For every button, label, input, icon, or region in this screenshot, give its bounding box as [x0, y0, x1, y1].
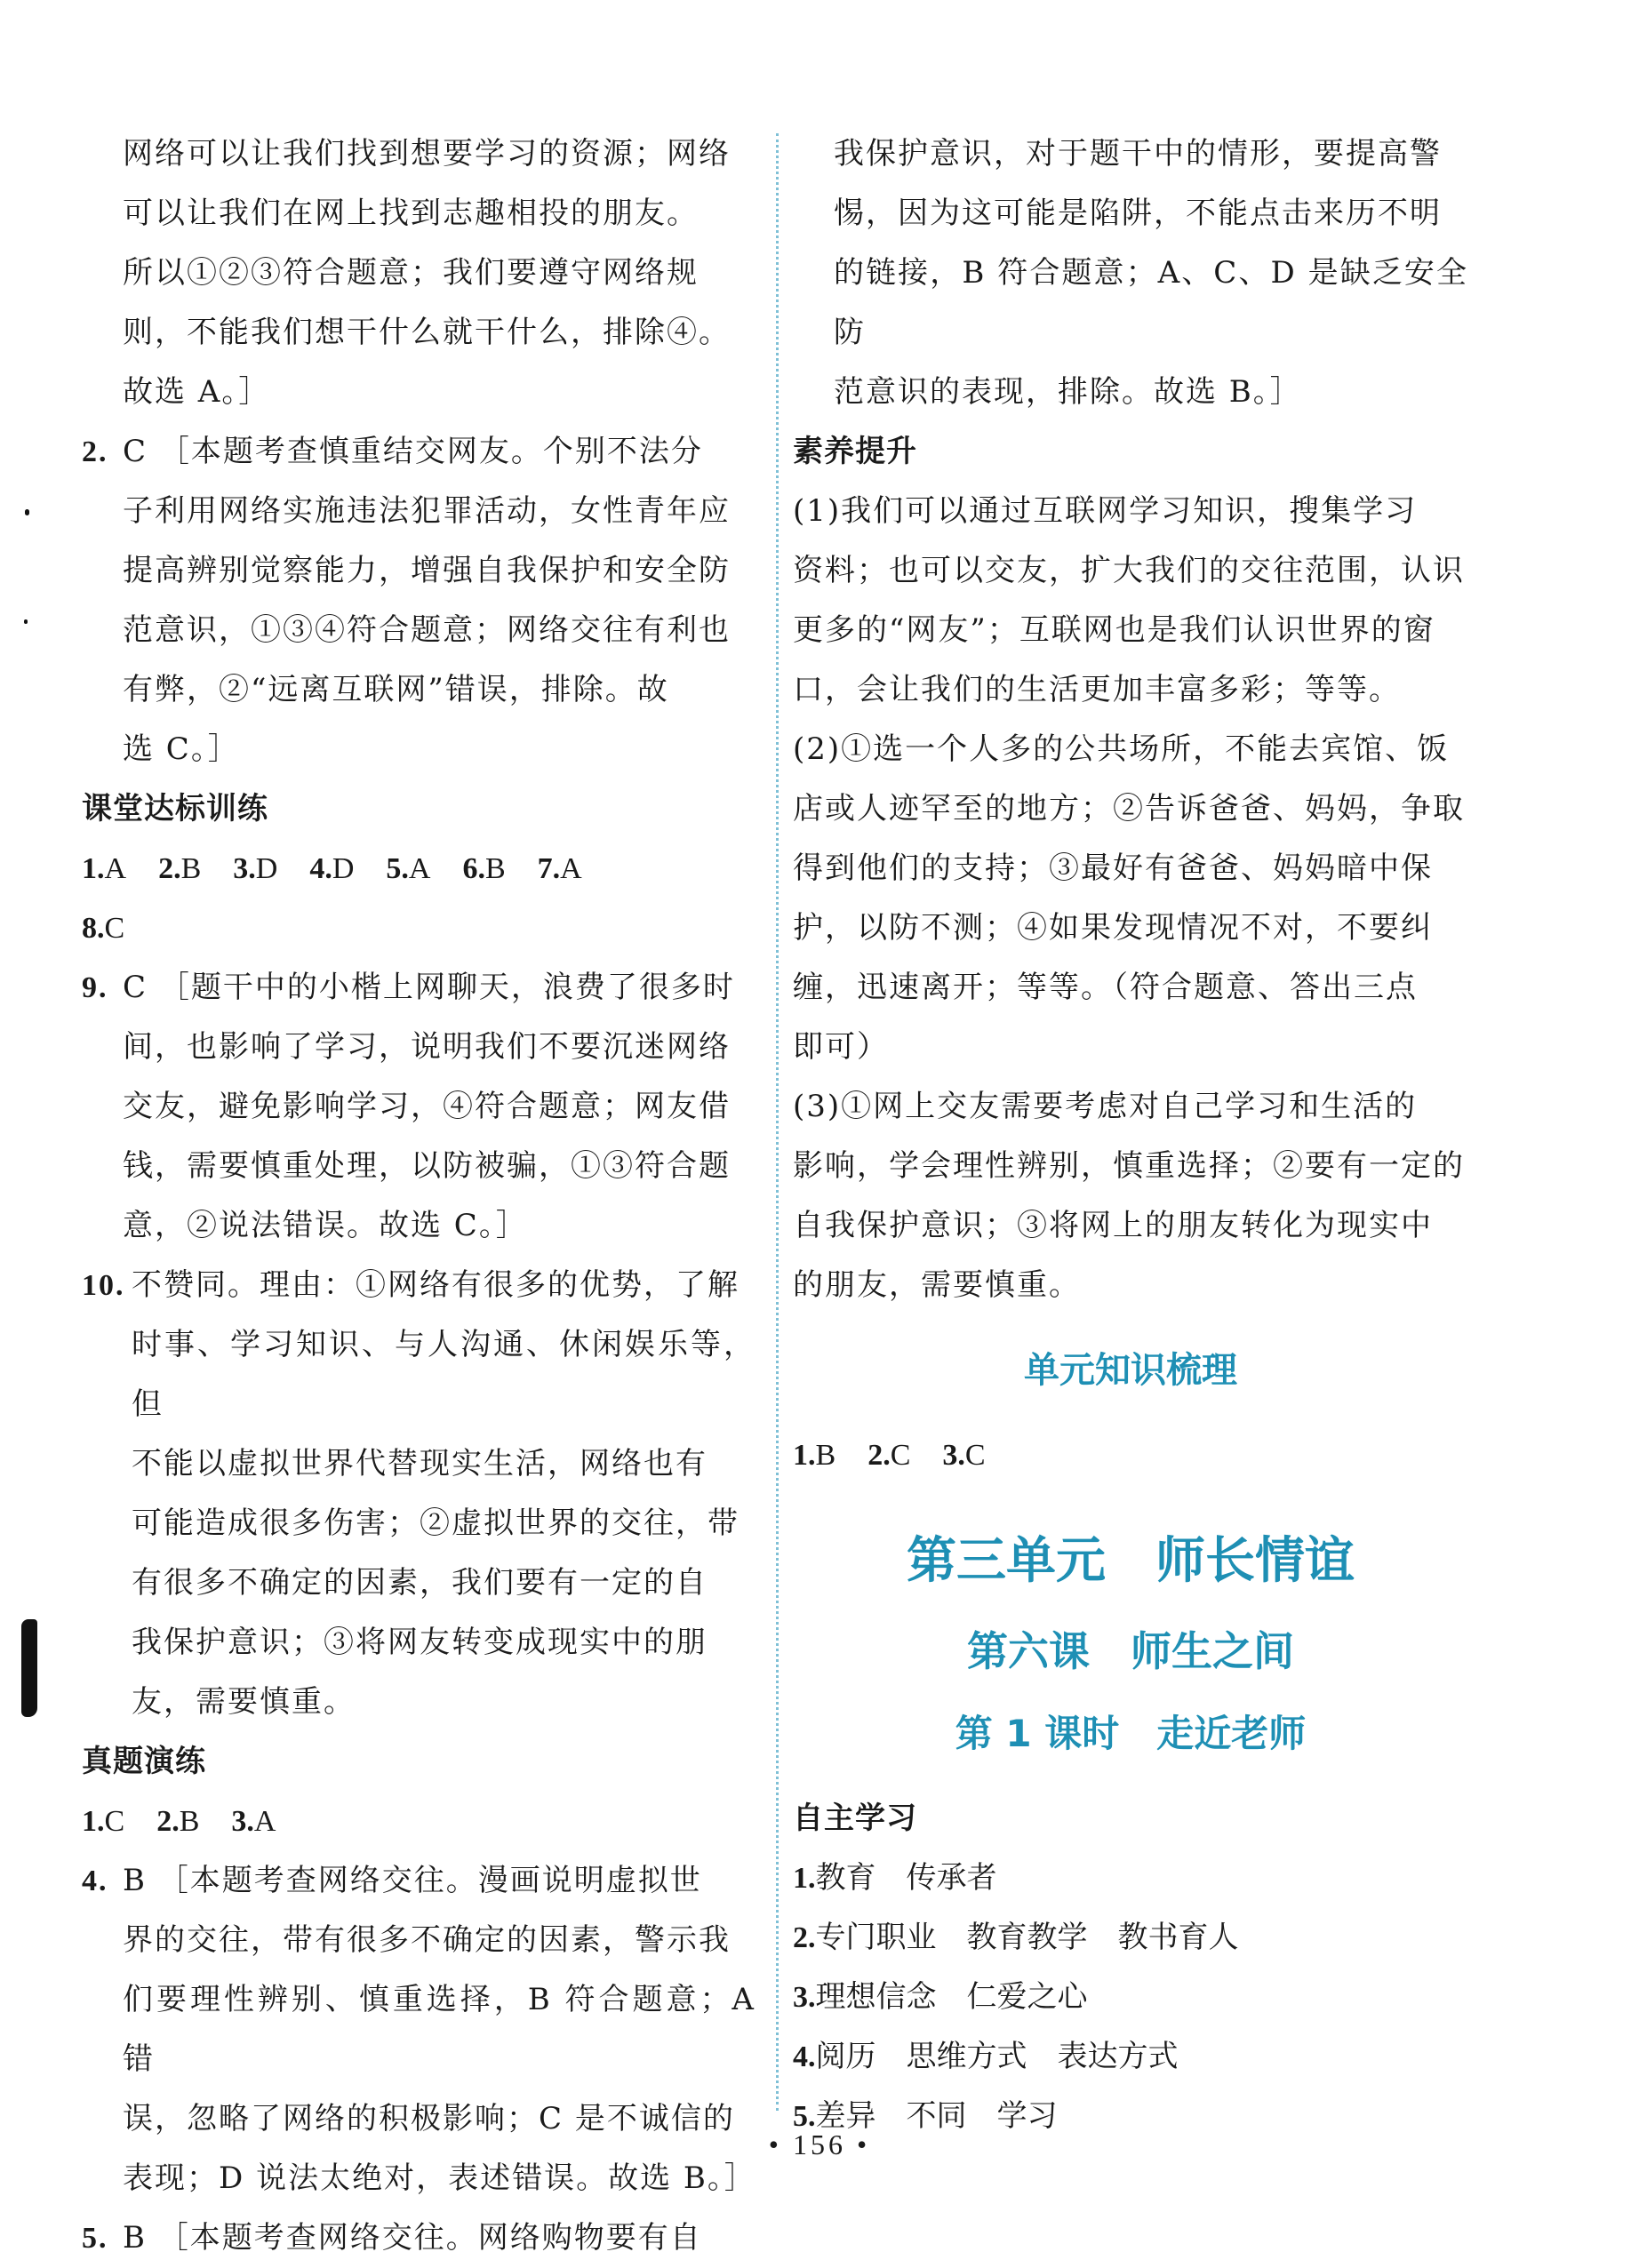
answer-value: C: [104, 912, 125, 945]
text-line: C ［题干中的小楷上网聊天，浪费了很多时: [123, 970, 735, 1005]
text-line: 交友，避免影响学习，④符合题意；网友借: [123, 1089, 731, 1124]
unit-review-title: 单元知识梳理: [1024, 1350, 1237, 1391]
text-line: 时事、学习知识、与人沟通、休闲娱乐等，但: [132, 1327, 756, 1422]
answer-item-5: [82, 2208, 756, 2268]
unit-title: 第三单元 师长情谊: [907, 1532, 1355, 1590]
text-line: 得到他们的支持；③最好有爸爸、妈妈暗中保: [793, 850, 1433, 886]
text-line: 范意识的表现，排除。故选 B。］: [834, 374, 1302, 410]
section-heading: 自主学习: [793, 1801, 917, 1836]
item-number: 4.: [793, 2040, 816, 2073]
text-line: B ［本题考查网络交往。漫画说明虚拟世: [123, 1863, 702, 1898]
text-line: 资料；也可以交友，扩大我们的交往范围，认识: [793, 553, 1465, 588]
answer-value: A: [560, 852, 582, 885]
item-number: 7.: [537, 852, 561, 885]
text-line: C ［本题考查慎重结交网友。个别不法分: [123, 434, 703, 469]
item-number: 3.: [231, 1805, 254, 1838]
answer-item-2: [82, 422, 756, 779]
text-line: 选 C。］: [123, 731, 240, 767]
text-line: 的朋友，需要慎重。: [793, 1267, 1081, 1303]
answer-value: C: [104, 1805, 125, 1838]
text-line: 的链接，B 符合题意；A、C、D 是缺乏安全防: [834, 255, 1468, 350]
item-number: 2.: [82, 435, 108, 468]
answer-text: 理想信念 仁爱之心: [815, 1979, 1088, 2015]
column-divider: [776, 133, 779, 2111]
answer-value: A: [104, 852, 127, 885]
text-line: 惕，因为这可能是陷阱，不能点击来历不明: [834, 196, 1442, 231]
text-line: (2)①选一个人多的公共场所，不能去宾馆、饭: [793, 731, 1450, 767]
continued-answer: [793, 124, 1468, 422]
item-number: 2.: [793, 1921, 816, 1954]
answer-value: B: [180, 852, 202, 885]
text-line: 们要理性辨别、慎重选择，B 符合题意；A 错: [123, 1982, 756, 2077]
answer-row: [82, 839, 756, 898]
text-line: 我保护意识，对于题干中的情形，要提高警: [834, 136, 1442, 172]
text-line: 有很多不确定的因素，我们要有一定的自: [132, 1565, 708, 1601]
suyang-answer-3: [793, 1077, 1468, 1315]
text-line: 口，会让我们的生活更加丰富多彩；等等。: [793, 672, 1401, 707]
suyang-answer-2: [793, 720, 1468, 1077]
text-line: 即可）: [793, 1029, 889, 1065]
item-number: 2.: [158, 852, 181, 885]
section-heading: 课堂达标训练: [82, 791, 268, 827]
text-line: 所以①②③符合题意；我们要遵守网络规: [123, 255, 699, 291]
text-line: 误，忽略了网络的积极影响；C 是不诚信的: [123, 2101, 735, 2136]
answer-row: [82, 898, 756, 958]
item-number: 5.: [82, 2222, 108, 2255]
text-line: 自我保护意识；③将网上的朋友转化为现实中: [793, 1208, 1433, 1243]
page-number: • 156 •: [768, 2128, 871, 2160]
answer-item-10: [82, 1256, 756, 1732]
text-line: 范意识，①③④符合题意；网络交往有利也: [123, 612, 731, 648]
text-line: (1)我们可以通过互联网学习知识，搜集学习: [793, 493, 1418, 529]
answer-value: B: [815, 1439, 836, 1472]
text-line: 钱，需要慎重处理，以防被骗，①③符合题: [123, 1148, 731, 1184]
right-column: [793, 124, 1468, 2146]
text-line: 意，②说法错误。故选 C。］: [123, 1208, 528, 1243]
item-number: 2.: [867, 1439, 891, 1472]
item-number: 3.: [233, 852, 256, 885]
text-line: 网络可以让我们找到想要学习的资源；网络: [123, 136, 731, 172]
text-line: 可能造成很多伤害；②虚拟世界的交往，带: [132, 1505, 740, 1541]
scan-dot: [25, 509, 29, 515]
item-number: 1.: [82, 852, 105, 885]
text-line: 间，也影响了学习，说明我们不要沉迷网络: [123, 1029, 731, 1065]
text-line: 可以让我们在网上找到志趣相投的朋友。: [123, 196, 699, 231]
answer-row: [793, 1425, 1468, 1485]
text-line: 界的交往，带有很多不确定的因素，警示我: [123, 1922, 731, 1958]
answer-text: 专门职业 教育教学 教书育人: [815, 1920, 1239, 1955]
section-heading: 真题演练: [82, 1744, 206, 1779]
item-number: 5.: [386, 852, 409, 885]
item-number: 4.: [82, 1865, 108, 1897]
answer-value: D: [332, 852, 355, 885]
item-number: 3.: [793, 1981, 816, 2014]
text-line: 更多的“网友”；互联网也是我们认识世界的窗: [793, 612, 1435, 648]
text-line: 不赞同。理由：①网络有很多的优势，了解: [132, 1267, 740, 1303]
item-number: 9.: [82, 971, 108, 1004]
item-number: 4.: [309, 852, 332, 885]
text-line: 影响，学会理性辨别，慎重选择；②要有一定的: [793, 1148, 1465, 1184]
list-item: [793, 2027, 1468, 2087]
answer-value: A: [253, 1805, 276, 1838]
item-number: 1.: [82, 1805, 105, 1838]
text-line: 则，不能我们想干什么就干什么，排除④。: [123, 315, 731, 350]
answer-value: A: [408, 852, 431, 885]
list-item: [793, 1908, 1468, 1968]
section-heading: 素养提升: [793, 434, 917, 469]
item-number: 1.: [793, 1439, 816, 1472]
answer-value: D: [255, 852, 278, 885]
text-line: 子利用网络实施违法犯罪活动，女性青年应: [123, 493, 731, 529]
list-item: [793, 1968, 1468, 2027]
suyang-answer-1: [793, 482, 1468, 720]
text-line: 故选 A。］: [123, 374, 271, 410]
period-title: 第 1 课时 走近老师: [955, 1712, 1307, 1755]
continued-answer: [82, 124, 756, 422]
item-number: 10.: [82, 1269, 125, 1302]
item-number: 5.: [793, 2100, 816, 2133]
text-line: 有弊，②“远离互联网”错误，排除。故: [123, 672, 669, 707]
text-line: 提高辨别觉察能力，增强自我保护和安全防: [123, 553, 731, 588]
text-line: 缠，迅速离开；等等。（符合题意、答出三点: [793, 970, 1418, 1005]
text-line: 我保护意识；③将网友转变成现实中的朋: [132, 1625, 708, 1660]
left-column: [82, 124, 756, 2268]
list-item: [793, 1849, 1468, 1908]
item-number: 2.: [156, 1805, 180, 1838]
answer-item-9: [82, 958, 756, 1256]
text-line: 店或人迹罕至的地方；②告诉爸爸、妈妈，争取: [793, 791, 1465, 827]
scan-dot: [24, 619, 28, 624]
item-number: 1.: [793, 1862, 816, 1895]
answer-text: 阅历 思维方式 表达方式: [815, 2039, 1179, 2074]
text-line: (3)①网上交友需要考虑对自己学习和生活的: [793, 1089, 1418, 1124]
answer-value: B: [484, 852, 506, 885]
answer-text: 差异 不同 学习: [815, 2098, 1058, 2134]
item-number: 8.: [82, 912, 105, 945]
item-number: 3.: [942, 1439, 965, 1472]
text-line: B ［本题考查网络交往。网络购物要有自: [123, 2220, 702, 2256]
answer-value: C: [964, 1439, 986, 1472]
answer-value: B: [179, 1805, 200, 1838]
page-number-value: 156: [793, 2128, 846, 2160]
text-line: 友，需要慎重。: [132, 1684, 356, 1720]
text-line: 不能以虚拟世界代替现实生活，网络也有: [132, 1446, 708, 1481]
item-number: 6.: [462, 852, 485, 885]
answer-row: [82, 1792, 756, 1851]
lesson-title: 第六课 师生之间: [967, 1627, 1294, 1675]
scan-mark: [21, 1619, 37, 1717]
text-line: 表现；D 说法太绝对，表述错误。故选 B。］: [123, 2160, 756, 2196]
answer-value: C: [890, 1439, 911, 1472]
answer-text: 教育 传承者: [815, 1860, 997, 1896]
text-line: 护，以防不测；④如果发现情况不对，不要纠: [793, 910, 1433, 946]
